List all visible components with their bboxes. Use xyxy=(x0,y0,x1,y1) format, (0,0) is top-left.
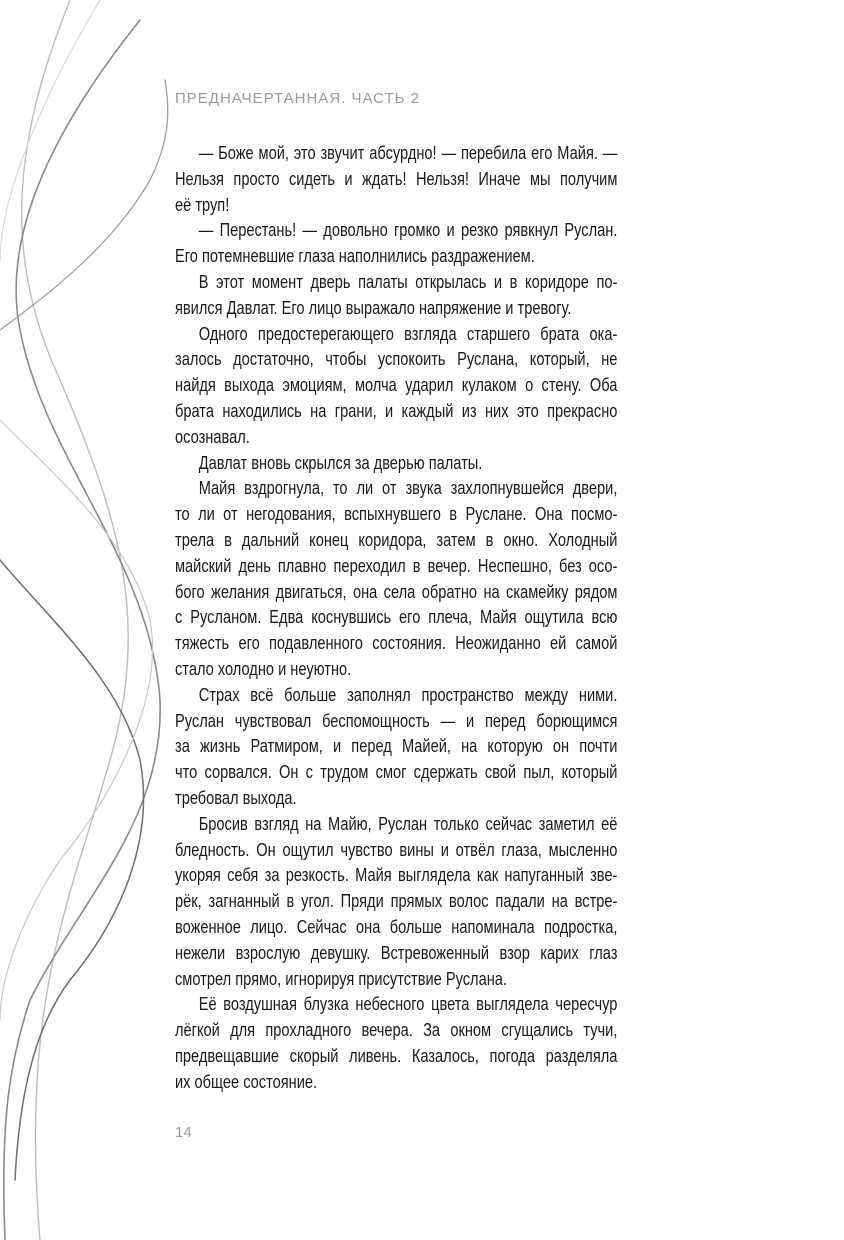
text-line: предвещавшие скорый ливень. Казалось, погода разделяла xyxy=(175,1044,618,1066)
decorative-wave-lines xyxy=(0,0,200,1240)
paragraph xyxy=(175,269,617,321)
paragraph xyxy=(175,450,617,476)
text-line: смотрел прямо, игнорируя присутствие Руслана. xyxy=(175,967,507,989)
text-line: Её воздушная блузка небесного цвета выглядела чересчур xyxy=(198,993,618,1015)
text-line: Страх всё больше заполнял пространство между ними. xyxy=(198,683,618,705)
wave-line xyxy=(4,20,160,1240)
paragraph xyxy=(175,991,617,1094)
text-line: её труп! xyxy=(175,193,230,215)
text-line: Давлат вновь скрылся за дверью палаты. xyxy=(198,451,483,473)
paragraph xyxy=(175,475,617,681)
text-line: Руслан чувствовал беспомощность — и перед борющимся xyxy=(175,709,618,731)
body-text xyxy=(175,140,617,1094)
text-line: с Русланом. Едва коснувшись его плеча, Майя ощутила всю xyxy=(175,606,618,628)
paragraph xyxy=(175,140,617,217)
text-line: рёк, загнанный в угол. Пряди прямых волос падали на встре- xyxy=(175,890,618,912)
text-line: лёгкой для прохладного вечера. За окном сгущались тучи, xyxy=(175,1019,618,1041)
wave-line xyxy=(0,80,168,330)
paragraph xyxy=(175,682,617,811)
text-line: тяжесть его подавленного состояния. Неожиданно ей самой xyxy=(175,632,618,654)
text-line: осознавал. xyxy=(175,425,250,447)
text-line: бого желания двигаться, она села обратно на скамейку рядом xyxy=(175,580,618,602)
page-number: 14 xyxy=(175,1124,192,1141)
text-line: их общее состояние. xyxy=(175,1070,318,1092)
text-line: за жизнь Ратмиром, и перед Майей, на которую он почти xyxy=(175,735,618,757)
text-line: трела в дальний конец коридора, затем в окно. Холодный xyxy=(175,528,618,550)
text-line: нежели взрослую девушку. Встревоженный взор карих глаз xyxy=(175,941,618,963)
text-line: Одного предостерегающего взгляда старшего брата ока- xyxy=(198,322,618,344)
paragraph xyxy=(175,321,617,450)
wave-line xyxy=(0,420,153,1020)
text-line: воженное лицо. Сейчас она больше напоминала подростка, xyxy=(175,915,618,937)
wave-line xyxy=(0,0,100,260)
text-line: Майя вздрогнула, то ли от звука захлопнувшейся двери, xyxy=(198,477,618,499)
paragraph xyxy=(175,811,617,992)
text-line: Бросив взгляд на Майю, Руслан только сейчас заметил её xyxy=(198,812,618,834)
text-line: укоряя себя за резкость. Майя выглядела как напуганный зве- xyxy=(175,864,618,886)
text-line: Нельзя просто сидеть и ждать! Нельзя! Иначе мы получим xyxy=(175,167,618,189)
text-line: то ли от негодования, вспыхнувшего в Руслане. Она посмо- xyxy=(175,503,618,525)
text-line: майский день плавно переходил в вечер. Неспешно, без осо- xyxy=(175,554,618,576)
text-line: — Боже мой, это звучит абсурдно! — перебила его Майя. — xyxy=(198,142,618,163)
text-line: что сорвался. Он с трудом смог сдержать свой пыл, который xyxy=(175,761,618,783)
paragraph xyxy=(175,217,617,269)
text-line: Его потемневшие глаза наполнились раздражением. xyxy=(175,245,535,267)
text-line: явился Давлат. Его лицо выражало напряжение и тревогу. xyxy=(175,296,572,318)
wave-line xyxy=(0,560,144,1180)
text-line: В этот момент дверь палаты открылась и в коридоре по- xyxy=(198,270,618,292)
text-line: требовал выхода. xyxy=(175,786,297,808)
text-line: бледность. Он ощутил чувство вины и отвёл глаза, мысленно xyxy=(175,838,618,860)
text-line: залось достаточно, чтобы успокоить Руслана, который, не xyxy=(175,348,618,370)
text-line: брата находились на грани, и каждый из них это прекрасно xyxy=(175,399,618,421)
running-head: ПРЕДНАЧЕРТАННАЯ. ЧАСТЬ 2 xyxy=(175,90,420,107)
text-line: стало холодно и неуютно. xyxy=(175,657,352,679)
text-line: — Перестань! — довольно громко и резко рявкнул Руслан. xyxy=(198,219,618,241)
text-line: найдя выхода эмоциям, молча ударил кулаком о стену. Оба xyxy=(175,374,618,396)
